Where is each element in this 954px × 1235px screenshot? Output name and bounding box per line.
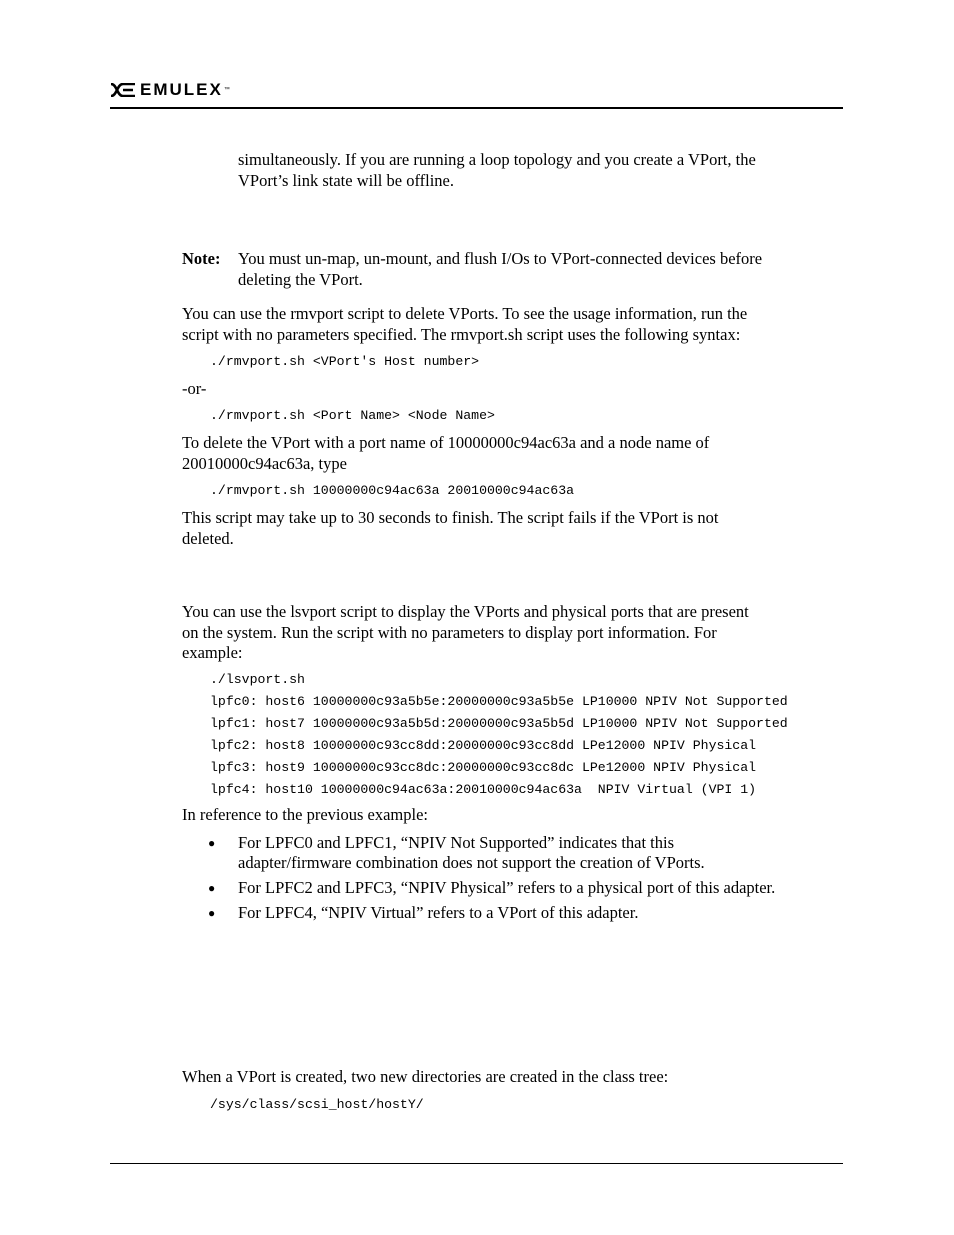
logo-trademark: ™	[223, 87, 230, 93]
bullet-dot-icon: ●	[208, 906, 216, 920]
note-label: Note:	[182, 249, 221, 268]
intro-line-2: VPort’s link state will be offline.	[238, 171, 455, 190]
rmvport-para-line-2: script with no parameters specified. The rmvport.sh script uses the following syntax:	[182, 325, 741, 344]
rmvport-code-example: ./rmvport.sh 10000000c94ac63a 20010000c94ac63a	[210, 483, 575, 498]
logo-text: EMULEX	[140, 80, 223, 99]
intro-line-1: simultaneously. If you are running a loop topology and you create a VPort, the	[238, 150, 756, 169]
bullet-1-line-1: For LPFC0 and LPFC1, “NPIV Not Supported” indicates that this	[238, 833, 675, 852]
rmvport-code-syntax-1: ./rmvport.sh <VPort's Host number>	[210, 354, 480, 369]
footer-rule	[110, 1163, 843, 1164]
lsvport-para-line-3: example:	[182, 643, 243, 662]
classtree-code: /sys/class/scsi_host/hostY/	[210, 1097, 424, 1112]
lsvport-para-line-2: on the system. Run the script with no parameters to display port information. For	[182, 623, 717, 642]
bullet-3-line-1: For LPFC4, “NPIV Virtual” refers to a VPort of this adapter.	[238, 903, 639, 922]
lsvport-code-line: lpfc4: host10 10000000c94ac63a:20010000c94ac63a NPIV Virtual (VPI 1)	[210, 782, 757, 797]
rmvport-example-line-2: 20010000c94ac63a, type	[182, 454, 347, 473]
rmvport-finish-line-2: deleted.	[182, 529, 234, 548]
lsvport-code-line: ./lsvport.sh	[210, 672, 305, 687]
rmvport-para-line-1: You can use the rmvport script to delete VPorts. To see the usage information, run the	[182, 304, 748, 323]
rmvport-code-syntax-2: ./rmvport.sh <Port Name> <Node Name>	[210, 408, 495, 423]
rmvport-example-line-1: To delete the VPort with a port name of 10000000c94ac63a and a node name of	[182, 433, 710, 452]
bullet-2-line-1: For LPFC2 and LPFC3, “NPIV Physical” refers to a physical port of this adapter.	[238, 878, 776, 897]
lsvport-code-line: lpfc1: host7 10000000c93a5b5d:20000000c93a5b5d LP10000 NPIV Not Supported	[210, 716, 788, 731]
reference-text: In reference to the previous example:	[182, 805, 429, 824]
lsvport-code-line: lpfc0: host6 10000000c93a5b5e:20000000c93a5b5e LP10000 NPIV Not Supported	[210, 694, 788, 709]
rmvport-finish-line-1: This script may take up to 30 seconds to finish. The script fails if the VPort is not	[182, 508, 719, 527]
note-line-2: deleting the VPort.	[238, 270, 363, 289]
lsvport-code-line: lpfc3: host9 10000000c93cc8dc:20000000c93cc8dc LPe12000 NPIV Physical	[210, 760, 757, 775]
lsvport-para-line-1: You can use the lsvport script to display the VPorts and physical ports that are present	[182, 602, 749, 621]
emulex-logo-icon	[110, 83, 136, 97]
classtree-para: When a VPort is created, two new directories are created in the class tree:	[182, 1067, 669, 1086]
bullet-1-line-2: adapter/firmware combination does not support the creation of VPorts.	[238, 853, 705, 872]
header-rule	[110, 107, 843, 109]
bullet-dot-icon: ●	[208, 836, 216, 850]
bullet-dot-icon: ●	[208, 881, 216, 895]
or-text: -or-	[182, 379, 207, 398]
emulex-logo	[110, 80, 230, 100]
note-line-1: You must un-map, un-mount, and flush I/Os to VPort-connected devices before	[238, 249, 763, 268]
lsvport-code-line: lpfc2: host8 10000000c93cc8dd:20000000c93cc8dd LPe12000 NPIV Physical	[210, 738, 757, 753]
